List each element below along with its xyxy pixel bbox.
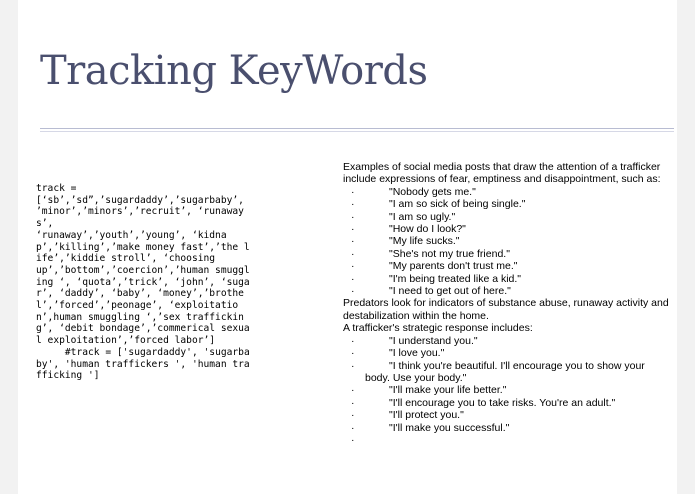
list-item: · "I am so sick of being single." <box>343 198 683 210</box>
slide <box>18 0 677 494</box>
description-text <box>343 161 683 446</box>
list-item <box>343 434 683 446</box>
list-item: · "My parents don't trust me." <box>343 260 683 272</box>
response-intro: A trafficker's strategic response includes: <box>343 322 533 335</box>
bullet-icon: · <box>351 198 355 211</box>
list-item: · "She's not my true friend." <box>343 248 683 260</box>
bullet-icon: · <box>351 285 355 298</box>
list-item: · "I'll protect you." <box>343 409 683 421</box>
bullet-icon: · <box>351 396 355 409</box>
bullet-icon: · <box>351 185 355 198</box>
bullet-icon: · <box>351 409 355 422</box>
list-item: · "I love you." <box>343 347 683 359</box>
slide-title: Tracking KeyWords <box>40 48 428 94</box>
bullet-icon: · <box>351 433 355 446</box>
list-item: · "My life sucks." <box>343 235 683 247</box>
list-item: · "I am so ugly." <box>343 211 683 223</box>
bullet-icon: · <box>351 210 355 223</box>
list-item: · "I'll encourage you to take risks. You're an adult." <box>343 397 683 409</box>
bullet-icon: · <box>351 247 355 260</box>
bullet-icon: · <box>351 223 355 236</box>
posts-list <box>343 186 683 298</box>
list-item: · "How do I look?" <box>343 223 683 235</box>
list-item: · "Nobody gets me." <box>343 186 683 198</box>
bullet-icon: · <box>351 384 355 397</box>
bullet-icon: · <box>351 347 355 360</box>
predators-paragraph: Predators look for indicators of substance abuse, runaway activity and destabilization within the home. <box>343 297 669 322</box>
responses-list <box>343 335 683 447</box>
keyword-code-block: track = [‘sb’,’sd”,’sugardaddy’,’sugarbaby’, ’minor’,’minors’,’recruit’, ‘runaways’, ‘runaway’,’youth’,’young’, ‘kidnap’,’killing’,’make money fast’,’the life’,’kiddie stroll’, ‘choosing up’,’bottom’,’coercion’,’human smuggling ‘, ‘quota’,’trick’, ‘john’, ‘sugar’, ‘daddy’, ‘baby’, ‘money’,’brothel’,’forced’,’peonage’, ‘exploitation’,human smuggling ‘,’sex trafficking’, ‘debit bondage’,’commerical sexual exploitation’,’forced labor’] #track = ['sugardaddy', 'sugarbaby', 'human traffickers ', 'human trafficking '] <box>36 183 250 382</box>
intro-paragraph: Examples of social media posts that draw the attention of a trafficker include expressions of fear, emptiness and disappointment, such as: <box>343 161 661 186</box>
bullet-icon: · <box>351 334 355 347</box>
bullet-icon: · <box>351 260 355 273</box>
list-item-continuation: body. Use your body." <box>365 371 467 384</box>
list-item: · "I'll make your life better." <box>343 384 683 396</box>
list-item: · "I'll make you successful." <box>343 422 683 434</box>
list-item: · "I think you're beautiful. I'll encourage you to show your <box>343 360 683 372</box>
bullet-icon: · <box>351 235 355 248</box>
list-item: · "I'm being treated like a kid." <box>343 273 683 285</box>
bullet-icon: · <box>351 359 355 372</box>
title-divider <box>40 128 674 132</box>
list-item: · "I understand you." <box>343 335 683 347</box>
bullet-icon: · <box>351 272 355 285</box>
bullet-icon: · <box>351 421 355 434</box>
list-item: · "I need to get out of here." <box>343 285 683 297</box>
